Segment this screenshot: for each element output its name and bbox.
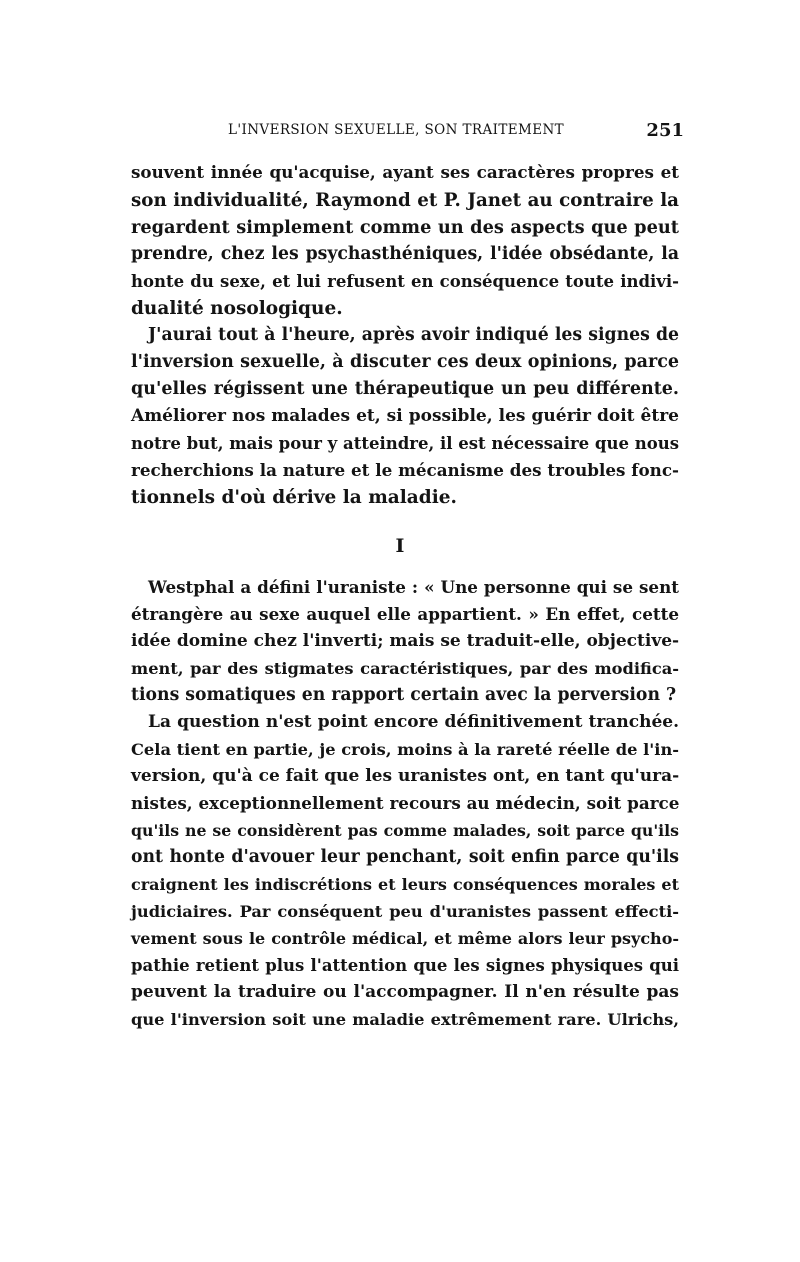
- text-line: idée domine chez l'inverti; mais se traduit-elle, objective-: [131, 631, 680, 651]
- text-line: Cela tient en partie, je crois, moins à la rareté réelle de l'in-: [131, 740, 679, 759]
- text-line: prendre, chez les psychasthéniques, l'idée obsédante, la: [131, 244, 679, 264]
- text-line: souvent innée qu'acquise, ayant ses caractères propres et: [131, 162, 679, 182]
- text-line: Améliorer nos malades et, si possible, les guérir doit être: [131, 406, 679, 426]
- text-line: judiciaires. Par conséquent peu d'uranistes passent effecti-: [131, 902, 679, 921]
- text-line: l'inversion sexuelle, à discuter ces deux opinions, parce: [131, 352, 679, 372]
- page-number: 251: [646, 120, 684, 141]
- text-line: pathie retient plus l'attention que les signes physiques qui: [131, 956, 679, 975]
- text-line: peuvent la traduire ou l'accompagner. Il n'en résulte pas: [131, 982, 679, 1002]
- section-heading: I: [395, 535, 405, 557]
- text-line: J'aurai tout à l'heure, après avoir indiqué les signes de: [148, 325, 679, 345]
- text-line: tionnels d'où dérive la maladie.: [131, 487, 457, 508]
- text-line: qu'ils ne se considèrent pas comme malades, soit parce qu'ils: [131, 821, 679, 840]
- text-line: recherchions la nature et le mécanisme des troubles fonc-: [131, 460, 679, 480]
- text-line: qu'elles régissent une thérapeutique un peu différente.: [131, 379, 679, 399]
- text-line: nistes, exceptionnellement recours au médecin, soit parce: [131, 793, 680, 813]
- text-line: que l'inversion soit une maladie extrêmement rare. Ulrichs,: [131, 1010, 679, 1029]
- text-line: regardent simplement comme un des aspects que peut: [131, 217, 679, 238]
- text-line: vement sous le contrôle médical, et même alors leur psycho-: [131, 929, 679, 948]
- text-line: étrangère au sexe auquel elle appartient. » En effet, cette: [131, 604, 679, 624]
- text-line: ont honte d'avouer leur penchant, soit enfin parce qu'ils: [131, 847, 679, 867]
- text-line: craignent les indiscrétions et leurs conséquences morales et: [131, 875, 679, 894]
- text-line: Westphal a défini l'uraniste : « Une personne qui se sent: [148, 577, 679, 597]
- text-line: ment, par des stigmates caractéristiques, par des modifica-: [131, 659, 679, 678]
- text-line: son individualité, Raymond et P. Janet au contraire la: [131, 190, 679, 211]
- text-line: honte du sexe, et lui refusent en conséquence toute indivi-: [131, 272, 679, 291]
- running-title: L'INVERSION SEXUELLE, SON TRAITEMENT: [228, 122, 565, 138]
- text-line: notre but, mais pour y atteindre, il est nécessaire que nous: [131, 434, 679, 453]
- text-line: dualité nosologique.: [131, 298, 343, 319]
- text-line: tions somatiques en rapport certain avec la perversion ?: [131, 685, 677, 705]
- text-line: La question n'est point encore définitivement tranchée.: [148, 712, 679, 732]
- running-head: [128, 120, 684, 144]
- text-line: version, qu'à ce fait que les uranistes ont, en tant qu'ura-: [131, 766, 680, 786]
